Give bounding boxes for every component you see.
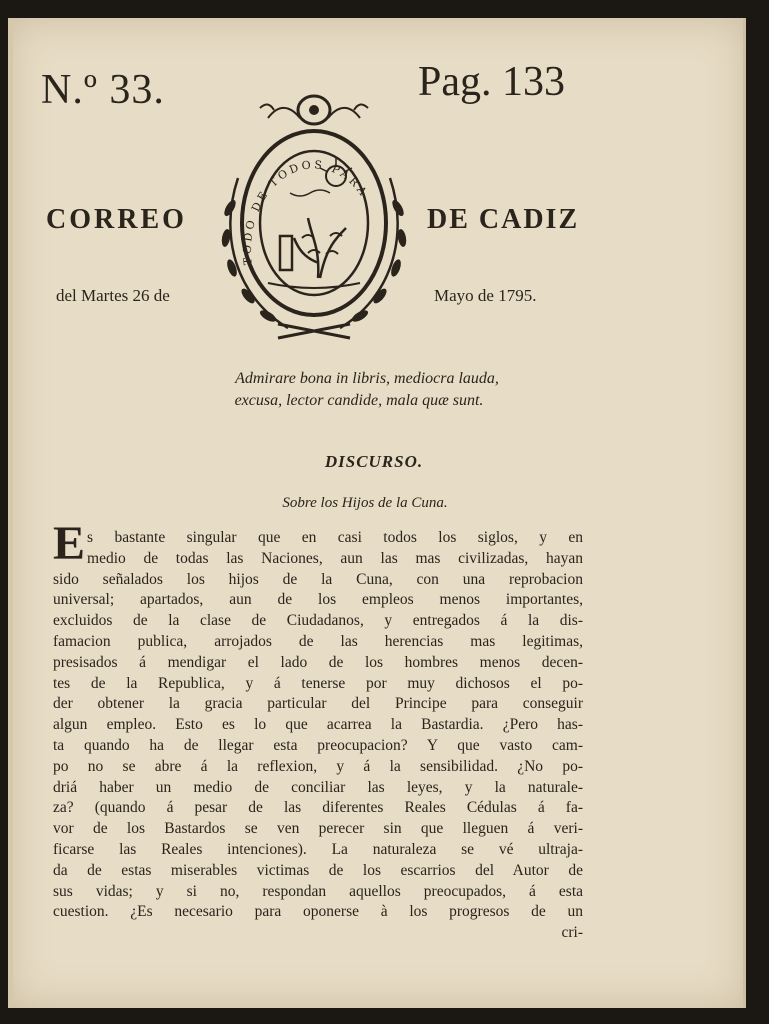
article-line: tes de la Republica, y á tenerse por muy dichosos el po- xyxy=(53,674,583,692)
masthead-title-right: DE CADIZ xyxy=(427,204,580,235)
article-subheading: Sobre los Hijos de la Cuna. xyxy=(282,495,448,511)
article-line: sus vidas; y si no, respondan aquellos preocupados, á esta xyxy=(53,882,583,900)
motto-line-1: Admirare bona in libris, mediocra lauda, xyxy=(235,370,499,387)
article-line: medio de todas las Naciones, aun las mas civilizadas, hayan xyxy=(87,549,583,567)
article-line: sido señalados los hijos de la Cuna, con una reprobacion xyxy=(53,570,583,588)
issue-number: N.º 33. xyxy=(41,67,165,113)
date-right: Mayo de 1795. xyxy=(434,286,537,305)
article-line: famacion publica, arrojados de las herencias mas legitimas, xyxy=(53,632,583,650)
article-line: po no se abre á la reflexion, y á la sensibilidad. ¿No po- xyxy=(53,757,583,775)
drop-cap: E xyxy=(53,517,86,570)
catchword: cri- xyxy=(561,924,583,942)
article-lines xyxy=(53,517,583,923)
crest-emblem-icon xyxy=(208,88,420,350)
page-gutter xyxy=(8,18,13,1008)
article-line: driá haber un medio de conciliar las leyes, y la naturale- xyxy=(53,778,583,796)
page-edge xyxy=(743,18,746,1008)
emblem-legend: TODO DE TODOS PARA xyxy=(240,158,371,266)
article-line: s bastante singular que en casi todos los siglos, y en xyxy=(87,529,583,546)
article-line: vor de los Bastardos se ven perecer sin que lleguen á veri- xyxy=(53,820,583,838)
svg-text:TODO DE TODOS PARA xyxy=(241,158,371,265)
article-line: ta quando ha de llegar esta preocupacion? Y que vasto cam- xyxy=(53,736,583,754)
article-line: universal; apartados, aun de los empleos menos importantes, xyxy=(53,591,583,609)
article-line: algun empleo. Esto es lo que acarrea la Bastardia. ¿Pero has- xyxy=(53,716,583,734)
article-heading: DISCURSO. xyxy=(324,452,424,471)
article-line: excluidos de la clase de Ciudadanos, y entregados á la dis- xyxy=(53,612,583,630)
article-line: cuestion. ¿Es necesario para oponerse à los progresos de un xyxy=(53,903,583,921)
motto-line-2: excusa, lector candide, mala quæ sunt. xyxy=(234,392,484,409)
article-body xyxy=(53,517,583,943)
article-line: presisados á mendigar el lado de los hombres menos decen- xyxy=(53,653,583,671)
article-line: der obtener la gracia particular del Principe para conseguir xyxy=(53,695,583,713)
article-line: ficarse las Reales intenciones). La naturaleza se vé ultraja- xyxy=(53,840,583,858)
page-number: Pag. 133 xyxy=(418,59,565,105)
newspaper-page xyxy=(8,18,746,1008)
date-left: del Martes 26 de xyxy=(56,286,170,305)
article-line: da de estas miserables victimas de los escarrios del Autor de xyxy=(53,861,583,879)
article-line: za? (quando á pesar de las diferentes Reales Cédulas á fa- xyxy=(53,799,583,817)
masthead-title-left: CORREO xyxy=(46,204,187,235)
